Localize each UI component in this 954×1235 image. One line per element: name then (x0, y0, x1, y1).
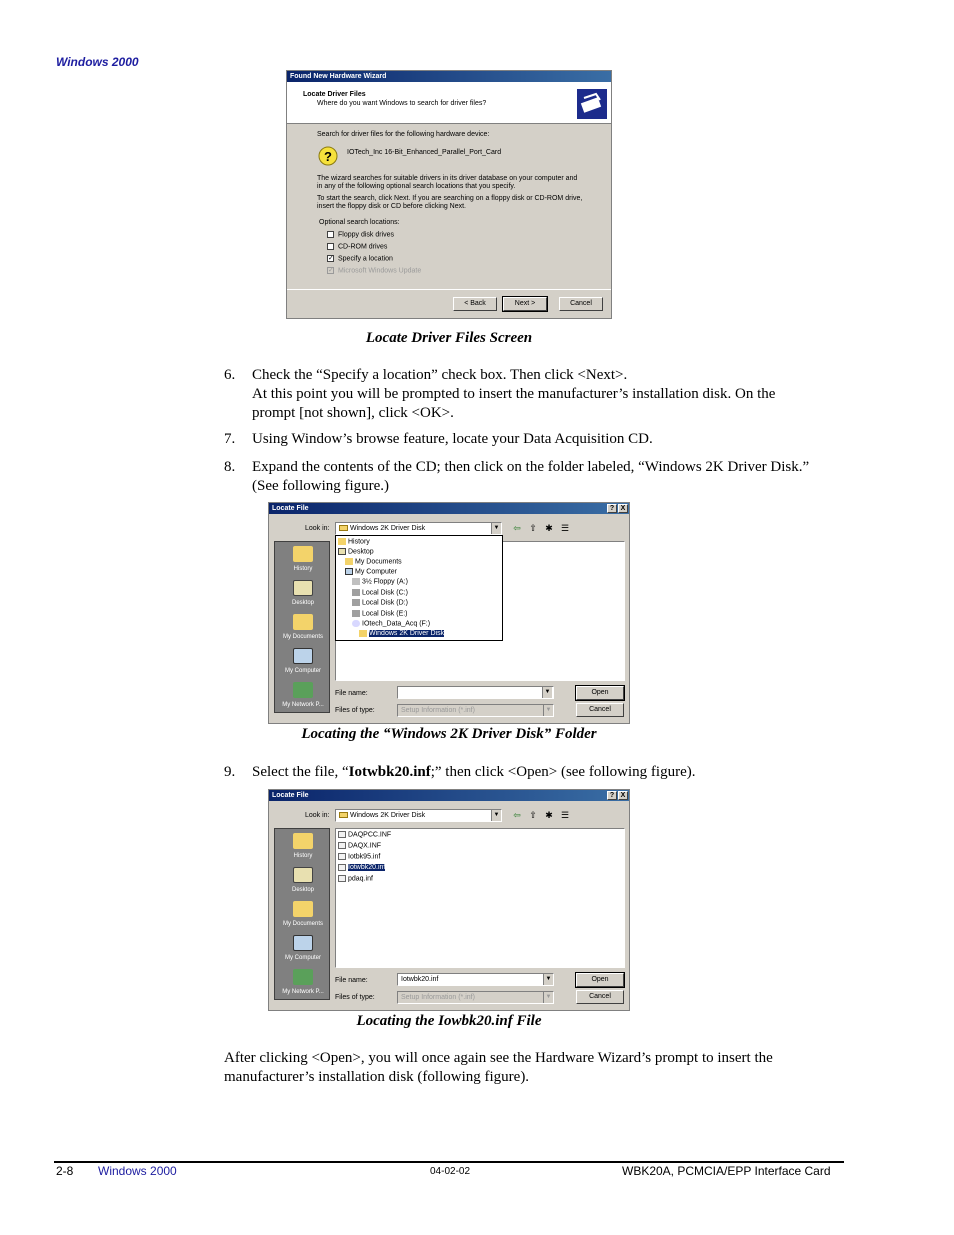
place-network-label: My Network P... (282, 702, 324, 708)
place-desktop-label: Desktop (291, 600, 314, 606)
file-item-label: pdaq.inf (348, 875, 373, 883)
cancel-button[interactable]: Cancel (576, 703, 624, 717)
place-my-documents-label: My Documents (282, 634, 323, 640)
place-desktop[interactable] (275, 867, 331, 893)
place-my-documents-label: My Documents (282, 921, 323, 927)
history-icon (293, 833, 313, 849)
drive-icon (352, 599, 360, 606)
files-of-type-label: Files of type: (335, 707, 375, 714)
help-button[interactable]: ? (607, 791, 617, 800)
back-button[interactable]: < Back (453, 297, 497, 311)
tree-disk-c-label: Local Disk (C:) (362, 589, 408, 597)
help-button[interactable]: ? (607, 504, 617, 513)
tree-desktop[interactable] (338, 548, 374, 555)
chevron-down-icon[interactable]: ▼ (543, 705, 553, 716)
file-item[interactable] (338, 853, 380, 860)
history-icon (293, 546, 313, 562)
wizard-divider (287, 289, 611, 290)
drive-icon (352, 589, 360, 596)
files-of-type-select[interactable] (397, 991, 554, 1004)
wizard-header (287, 82, 611, 124)
files-of-type-label: Files of type: (335, 994, 375, 1001)
step-9-text (252, 763, 824, 782)
step-9 (224, 763, 824, 782)
tree-desktop-label: Desktop (348, 548, 374, 556)
step-6 (224, 366, 824, 423)
file-item-label: DAQX.INF (348, 842, 382, 850)
svg-text:?: ? (324, 149, 332, 164)
next-button[interactable]: Next > (503, 297, 547, 311)
inf-file-icon (338, 864, 346, 871)
place-my-documents[interactable] (275, 614, 331, 640)
footer-product: WBK20A, PCMCIA/EPP Interface Card (622, 1164, 831, 1178)
look-in-combo[interactable] (335, 522, 502, 535)
file-item-label: Iotbk95.inf (348, 853, 381, 861)
step-8-text: Expand the contents of the CD; then click on the folder labeled, “Windows 2K Driver Disk.” (See following figure.) (252, 459, 810, 494)
inf-file-icon (338, 831, 346, 838)
tree-driver-disk[interactable] (359, 630, 444, 637)
question-icon (317, 145, 339, 167)
cdrom-checkbox[interactable] (327, 243, 334, 250)
tree-disk-e[interactable] (352, 610, 408, 617)
folder-icon (345, 558, 353, 565)
folder-icon (339, 812, 348, 818)
place-my-computer-label: My Computer (284, 955, 321, 961)
tree-disk-e-label: Local Disk (E:) (362, 610, 408, 618)
inf-file-icon (338, 853, 346, 860)
place-history[interactable] (275, 546, 331, 572)
new-folder-icon[interactable]: ✱ (545, 810, 553, 820)
file-name-value: Iotwbk20.inf (401, 976, 439, 983)
desktop-icon (338, 548, 346, 555)
open-button[interactable]: Open (576, 973, 624, 987)
step-6-line1: Check the “Specify a location” check box. Then click <Next>. (252, 367, 628, 383)
up-folder-icon[interactable]: ⇧ (529, 810, 537, 820)
look-in-dropdown[interactable] (335, 535, 503, 641)
step-9-pre: Select the file, “ (252, 764, 349, 780)
toolbar-icons (511, 809, 577, 821)
documents-icon (293, 614, 313, 630)
cancel-button[interactable]: Cancel (576, 990, 624, 1004)
option-windows-update (327, 267, 421, 274)
tree-driver-disk-label: Windows 2K Driver Disk (369, 630, 445, 638)
back-arrow-icon[interactable]: ⇦ (513, 523, 521, 533)
specify-location-label: Specify a location (338, 255, 393, 263)
option-specify-location[interactable] (327, 255, 393, 262)
place-history-label: History (293, 853, 313, 859)
file-item[interactable] (338, 831, 391, 838)
windows-update-checkbox: ✓ (328, 267, 334, 274)
chevron-down-icon[interactable]: ▼ (491, 523, 501, 534)
open-button[interactable]: Open (576, 686, 624, 700)
step-9-number: 9. (224, 764, 236, 780)
tree-disk-c[interactable] (352, 589, 408, 596)
look-in-label: Look in: (305, 525, 330, 532)
place-network[interactable] (275, 682, 331, 708)
step-8-number: 8. (224, 459, 236, 475)
drive-icon (352, 610, 360, 617)
computer-icon (345, 568, 353, 575)
close-button[interactable]: X (618, 504, 628, 513)
files-of-type-value: Setup Information (*.inf) (401, 994, 475, 1001)
option-floppy[interactable] (327, 231, 394, 238)
network-icon (293, 682, 313, 698)
hardware-wizard-dialog (286, 70, 612, 319)
file-name-label: File name: (335, 977, 368, 984)
files-of-type-value: Setup Information (*.inf) (401, 707, 475, 714)
place-my-documents[interactable] (275, 901, 331, 927)
place-my-computer[interactable] (275, 648, 331, 674)
new-folder-icon[interactable]: ✱ (545, 523, 553, 533)
step-9-filename: Iotwbk20.inf (348, 764, 431, 780)
tree-cd-drive-label: IOtech_Data_Acq (F:) (362, 620, 431, 628)
figure3-caption: Locating the Iowbk20.inf File (356, 1013, 542, 1029)
places-bar (274, 541, 330, 713)
wizard-heading: Locate Driver Files (303, 91, 366, 98)
floppy-icon (352, 578, 360, 585)
tree-disk-d[interactable] (352, 599, 408, 606)
step-7-number: 7. (224, 431, 236, 447)
computer-icon (293, 935, 313, 951)
place-history[interactable] (275, 833, 331, 859)
chevron-down-icon[interactable]: ▼ (491, 810, 501, 821)
desktop-icon (293, 867, 313, 883)
network-icon (293, 969, 313, 985)
folder-icon (339, 525, 348, 531)
footer-date: 04-02-02 (430, 1166, 471, 1177)
tree-floppy-label: 3½ Floppy (A:) (362, 578, 408, 586)
step-7 (224, 430, 824, 449)
desktop-icon (293, 580, 313, 596)
look-in-label: Look in: (305, 812, 330, 819)
wizard-para1: The wizard searches for suitable drivers in its driver database on your computer and in any of the following optional search locations that you specify. (317, 175, 578, 190)
option-cdrom[interactable] (327, 243, 387, 250)
specify-location-checkbox[interactable]: ✓ (328, 255, 334, 262)
footer-rule (54, 1161, 844, 1163)
figure1-caption: Locate Driver Files Screen (365, 330, 533, 346)
locate-file-titlebar (269, 503, 629, 514)
file-item[interactable] (338, 875, 373, 882)
optional-label: Optional search locations: (319, 219, 400, 226)
file-name-input[interactable] (397, 973, 554, 986)
chevron-down-icon[interactable]: ▼ (543, 974, 553, 985)
running-head: Windows 2000 (56, 55, 139, 69)
places-bar (274, 828, 330, 1000)
tree-cd-drive[interactable] (352, 620, 430, 627)
file-item[interactable] (338, 842, 381, 849)
device-name: IOTech_Inc 16-Bit_Enhanced_Parallel_Port_Card (347, 149, 502, 156)
locate-file-title: Locate File (272, 505, 309, 512)
step-7-text: Using Window’s browse feature, locate your Data Acquisition CD. (252, 431, 653, 447)
file-item-label: Iotwbk20.inf (348, 864, 386, 872)
chevron-down-icon[interactable]: ▼ (543, 992, 553, 1003)
floppy-label: Floppy disk drives (338, 231, 395, 239)
tree-history-label: History (348, 538, 370, 546)
back-arrow-icon[interactable]: ⇦ (513, 810, 521, 820)
place-desktop-label: Desktop (291, 887, 314, 893)
place-desktop[interactable] (275, 580, 331, 606)
place-my-computer-label: My Computer (284, 668, 321, 674)
wizard-subheading: Where do you want Windows to search for driver files? (317, 100, 487, 107)
tree-my-documents-label: My Documents (355, 558, 402, 566)
locate-file-dialog-files (268, 789, 630, 1011)
cdrom-label: CD-ROM drives (338, 243, 388, 251)
tree-disk-d-label: Local Disk (D:) (362, 599, 408, 607)
tree-my-documents[interactable] (345, 558, 402, 565)
folder-icon (338, 538, 346, 545)
look-in-value: Windows 2K Driver Disk (350, 812, 426, 819)
view-menu-icon[interactable]: ☰ (560, 810, 570, 820)
view-menu-icon[interactable]: ☰ (560, 523, 570, 533)
file-name-input[interactable] (397, 686, 554, 699)
place-my-computer[interactable] (275, 935, 331, 961)
files-of-type-select[interactable] (397, 704, 554, 717)
place-history-label: History (293, 566, 313, 572)
locate-file-titlebar (269, 790, 629, 801)
figure2-caption: Locating the “Windows 2K Driver Disk” Folder (301, 726, 597, 742)
place-network[interactable] (275, 969, 331, 995)
tree-history[interactable] (338, 538, 370, 545)
wizard-titlebar: Found New Hardware Wizard (287, 71, 611, 82)
computer-icon (293, 648, 313, 664)
up-folder-icon[interactable]: ⇧ (529, 523, 537, 533)
floppy-checkbox[interactable] (327, 231, 334, 238)
footer-section: Windows 2000 (98, 1164, 177, 1178)
footer-page-number: 2-8 (56, 1164, 74, 1178)
inf-file-icon (338, 842, 346, 849)
documents-icon (293, 901, 313, 917)
step-6-line2: At this point you will be prompted to insert the manufacturer’s installation disk. On the prompt [not shown], click <OK>. (252, 386, 776, 421)
tree-my-computer-label: My Computer (355, 568, 398, 576)
closing-paragraph: After clicking <Open>, you will once again see the Hardware Wizard’s prompt to insert the manufacturer’s installation disk (following figure). (224, 1050, 773, 1085)
locate-file-dialog-tree (268, 502, 630, 724)
file-name-chevron-down-icon[interactable]: ▼ (542, 687, 552, 698)
cancel-button[interactable]: Cancel (559, 297, 603, 311)
search-for-text: Search for driver files for the following hardware device: (317, 131, 490, 138)
wizard-para2: To start the search, click Next. If you are searching on a floppy disk or CD-ROM drive, insert the floppy disk or CD before clicking Next. (317, 195, 583, 210)
windows-update-label: Microsoft Windows Update (338, 267, 422, 275)
file-name-label: File name: (335, 690, 368, 697)
locate-file-title: Locate File (272, 792, 309, 799)
folder-icon (359, 630, 367, 637)
file-item-label: DAQPCC.INF (348, 831, 392, 839)
tree-my-computer[interactable] (345, 568, 397, 575)
hardware-icon (576, 88, 608, 120)
toolbar-icons (511, 522, 577, 534)
close-button[interactable]: X (618, 791, 628, 800)
step-8 (224, 458, 824, 496)
file-item-selected[interactable] (338, 864, 385, 871)
file-list-area[interactable] (335, 828, 625, 968)
step-6-number: 6. (224, 367, 236, 383)
look-in-value: Windows 2K Driver Disk (350, 525, 426, 532)
tree-floppy[interactable] (352, 578, 408, 585)
cd-icon (352, 620, 360, 627)
inf-file-icon (338, 875, 346, 882)
place-network-label: My Network P... (282, 989, 324, 995)
step-9-post: ;” then click <Open> (see following figure). (430, 764, 696, 780)
look-in-combo[interactable] (335, 809, 502, 822)
